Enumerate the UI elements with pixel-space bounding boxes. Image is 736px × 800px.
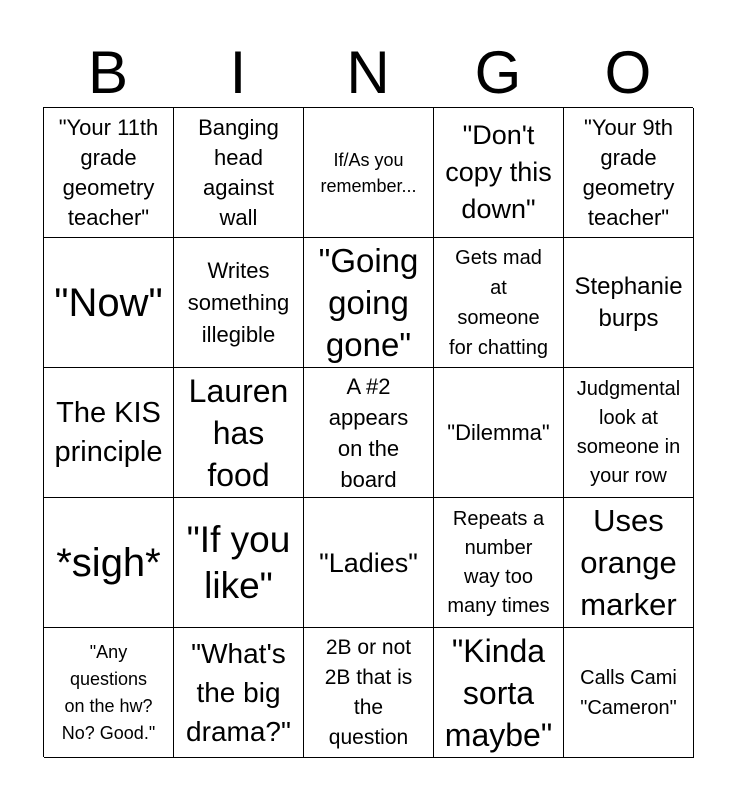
header-letter-o: O (604, 39, 652, 106)
bingo-cell-text: "Any questions on the hw? No? Good." (61, 641, 156, 743)
bingo-cell-text: "Kinda sorta maybe" (444, 632, 553, 753)
bingo-cell[interactable] (44, 628, 174, 758)
bingo-cell[interactable] (174, 498, 304, 628)
bingo-cell-text: 2B or not 2B that is the question (324, 635, 413, 749)
bingo-cell-text: If/As you remember... (320, 149, 417, 196)
bingo-cell-text: Repeats a number way too many times (447, 507, 550, 617)
bingo-cell[interactable] (304, 498, 434, 628)
bingo-cell[interactable] (304, 628, 434, 758)
bingo-cell[interactable] (304, 368, 434, 498)
bingo-cell[interactable] (434, 628, 564, 758)
bingo-cell-text: Judgmental look at someone in your row (576, 377, 681, 487)
bingo-cell[interactable] (174, 628, 304, 758)
bingo-cell-text: "What's the big drama?" (186, 638, 291, 747)
bingo-cell-text: "Going going gone" (318, 241, 419, 363)
bingo-cell[interactable] (44, 108, 174, 238)
header-letter-g: G (474, 39, 522, 106)
bingo-cell[interactable] (44, 238, 174, 368)
bingo-card (43, 107, 693, 757)
bingo-cell-text: Uses orange marker (580, 502, 677, 622)
bingo-cell-text: "Your 9th grade geometry teacher" (582, 114, 675, 230)
bingo-cell[interactable] (434, 368, 564, 498)
bingo-cell-text: *sigh* (56, 540, 161, 585)
bingo-cell-text: The KIS principle (54, 396, 163, 468)
bingo-cell[interactable] (434, 108, 564, 238)
bingo-cell-text: Writes something illegible (187, 257, 290, 347)
bingo-header (43, 40, 693, 106)
bingo-cell-text: Lauren has food (188, 372, 289, 493)
bingo-cell[interactable] (44, 368, 174, 498)
bingo-cell[interactable] (434, 238, 564, 368)
bingo-cell-text: "Don't copy this down" (445, 120, 552, 224)
bingo-cell-text: "Now" (54, 280, 163, 325)
bingo-cell-text: Gets mad at someone for chatting (449, 246, 548, 359)
bingo-cell-text: A #2 appears on the board (328, 373, 409, 492)
bingo-cell-text: Banging head against wall (198, 114, 279, 230)
bingo-cell[interactable] (564, 108, 694, 238)
bingo-cell[interactable] (564, 498, 694, 628)
bingo-cell[interactable] (44, 498, 174, 628)
bingo-cell[interactable] (174, 368, 304, 498)
bingo-cell-text: "Your 11th grade geometry teacher" (58, 114, 159, 230)
bingo-cell[interactable] (434, 498, 564, 628)
bingo-cell[interactable] (174, 238, 304, 368)
bingo-cell-text: Stephanie burps (574, 272, 683, 332)
bingo-cell-text: "Dilemma" (447, 419, 550, 445)
bingo-cell[interactable] (564, 368, 694, 498)
bingo-cell[interactable] (564, 628, 694, 758)
bingo-cell[interactable] (564, 238, 694, 368)
bingo-cell[interactable] (304, 108, 434, 238)
bingo-cell[interactable] (304, 238, 434, 368)
bingo-cell-text: "If you like" (186, 518, 291, 606)
header-letter-n: N (346, 39, 390, 106)
header-letter-b: B (87, 39, 129, 106)
bingo-cell-text: "Ladies" (319, 547, 418, 578)
header-letter-i: I (229, 39, 247, 106)
bingo-cell[interactable] (174, 108, 304, 238)
bingo-cell-text: Calls Cami "Cameron" (580, 666, 677, 719)
